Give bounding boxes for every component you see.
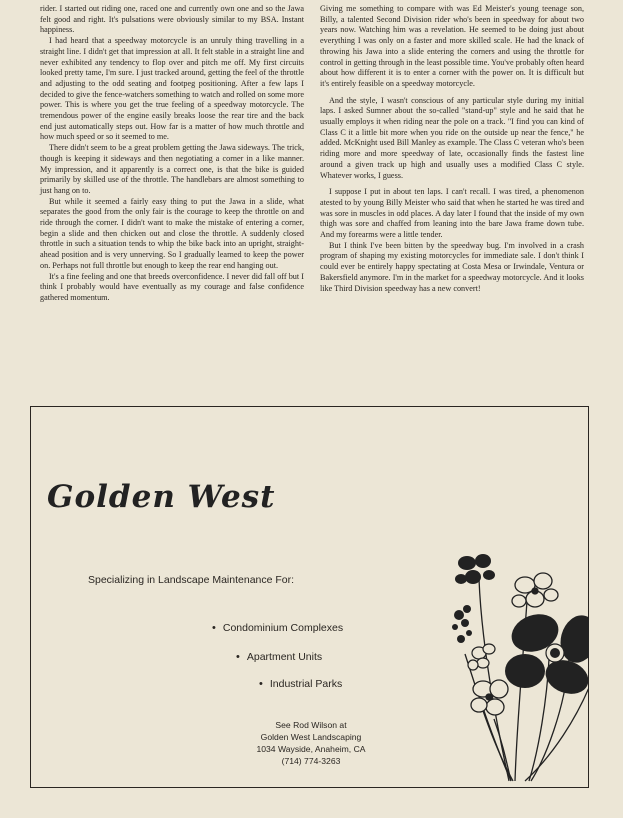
article-paragraph: But I think I've been bitten by the speedway bug. I'm involved in a crash program of shaping my existing motorcycles for immediate sale. I don't think I could ever be entirely happy spectating at Costa Mesa or Irwindale, Ventura or Bakersfield anymore. I'm in the market for a speedway motorcycle. And it looks like Third Division speedway has a new convert! (320, 240, 584, 293)
contact-line: See Rod Wilson at (275, 720, 347, 730)
contact-company: Golden West Landscaping (260, 732, 362, 742)
ad-brand-logo: Golden West (47, 479, 276, 515)
article-column-left (40, 4, 304, 304)
contact-phone: (714) 774-3263 (281, 756, 341, 766)
article-paragraph: rider. I started out riding one, raced one and currently own one and so the Jawa felt good and right. It's pulsations were obviously similar to my BSA. Instant happiness. (40, 4, 304, 35)
article-paragraph: Giving me something to compare with was Ed Meister's young teenage son, Billy, a talented Second Division rider who's been in speedway for about two years now. Watching him was a revelation. He seemed to be doing just about everything I was only on a faster and more skilled scale. He had the knack of throwing his Jawa into a slide entering the corners and using the throttle for control in getting through in the least possible time. You've probably often heard about how different it is to enter a corner with the power on. It is difficult but it's entirely feasible on a speedway motorcycle. (320, 4, 584, 88)
contact-address: 1034 Wayside, Anaheim, CA (256, 744, 366, 754)
ad-tagline: Specializing in Landscape Maintenance For: (88, 574, 295, 586)
article-paragraph: I had heard that a speedway motorcycle is an unruly thing travelling in a straight line. I didn't get that impression at all. It felt stable in a straight line and never exhibited any tendency to flop over and pitch me off. My first circuits looked pretty tame, I'm sure. I just tracked around, getting the feel of the throttle and adjusting to the odd seating and footpeg positioning. After a few laps I decided to give the fence-watchers something to watch and rolled on some more power. This is where you get the true feeling of a speedway motorcycle. The tremendous power of the engine easily breaks loose the rear tire and the back end just automatically steps out. How far is a matter of how much throttle and how much speed or so it seemed to me. (40, 36, 304, 142)
article-paragraph: But while it seemed a fairly easy thing to put the Jawa in a slide, what separates the good from the only fair is the courage to keep the throttle on and ride through the corner. I didn't want to make the mistake of entering a corner, begin a slide and then chicken out and close the throttle. A suddenly closed throttle in such a situation tends to whip the bike back into an upright, straight-ahead position and is very unnerving. So I gradually learned to keep the power on. Perhaps not full throttle but enough to keep the rear end hanging out. (40, 196, 304, 270)
golden-west-advertisement (30, 406, 589, 788)
article-paragraph: And the style, I wasn't conscious of any particular style during my initial laps. I asked Sumner about the so-called "stand-up" style and he said that he usually employs it when riding near the pole on a track. "I find you can kind of Class C it a little bit more when you ride on the outside up near the fence," he added. McKnight used Bill Manley as example. The Class C veteran who's been riding more and more speedway of late, occasionally finds the fastest line around a given track up high and usually uses a modified Class C style. Whatever works, I guess. (320, 95, 584, 180)
service-item: • Condominium Complexes (212, 622, 344, 634)
article-column-right (320, 4, 584, 294)
article-paragraph: It's a fine feeling and one that breeds overconfidence. I never did fall off but I think I probably would have eventually as my courage and false confidence gathered momentum. (40, 271, 304, 302)
bullet-icon: • (259, 678, 263, 690)
flowers-illustration-icon (439, 549, 589, 785)
service-item: • Industrial Parks (259, 678, 343, 690)
article-paragraph: I suppose I put in about ten laps. I can't recall. I was tired, a phenomenon atested to by young Billy Meister who said that when he started he was tired and was sore in muscles in odd places. A day later I found that the inside of my own thigh was sore and chaffed from leaning into the bare Jawa frame down tube. And my forearms were a little tender. (320, 187, 584, 240)
service-item: • Apartment Units (236, 651, 323, 663)
bullet-icon: • (236, 651, 240, 663)
bullet-icon: • (212, 622, 216, 634)
article-paragraph: There didn't seem to be a great problem getting the Jawa sideways. The trick, though is keeping it sideways and then negotiating a corner in a like manner. My impression, and it apparently is a correct one, is that the bike is guided primarily by skilled use of the throttle. The handlebars are almost something to just hang on to. (40, 143, 304, 195)
ad-contact-block (231, 719, 391, 767)
